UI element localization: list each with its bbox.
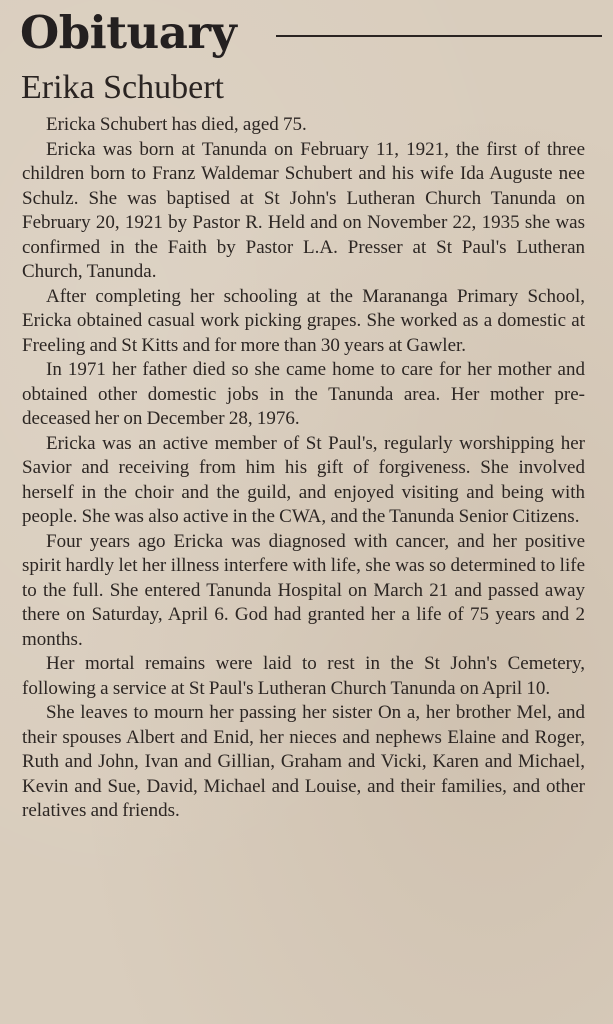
paragraph-illness: Four years ago Ericka was diagnosed with cancer, and her positive spirit hardly let her illness interfere with life, she was so determined to life to the full. She entered Tanunda Hospital on March 21 and passed away there on Saturday, April 6. God had granted her a life of 75 years and 2 months. [22, 530, 585, 650]
masthead [20, 4, 605, 64]
paragraph-death-notice: Ericka Schubert has died, aged 75. [46, 114, 307, 135]
paragraph-burial: Her mortal remains were laid to rest in the St John's Cemetery, following a service at St Paul's Lutheran Church Tanunda on April 10. [22, 653, 585, 699]
section-title: Obituary [20, 6, 237, 59]
paragraph-schooling: After completing her schooling at the Marananga Primary School, Ericka obtained casual work picking grapes. She worked as a domestic at Freeling and St Kitts and for more than 30 years at Gawler. [22, 285, 585, 356]
title-rule [276, 35, 602, 37]
obituary-name: Erika Schubert [21, 69, 224, 106]
paragraph-birth: Ericka was born at Tanunda on February 11, 1921, the first of three children born to Franz Waldemar Schubert and his wife Ida Auguste nee Schulz. She was baptised at St John's Lutheran Church Tanunda on February 20, 1921 by Pastor R. Held and on November 22, 1935 she was confirmed in the Faith by Pastor L.A. Presser at St Paul's Lutheran Church, Tanunda. [22, 138, 585, 282]
paragraph-church-life: Ericka was an active member of St Paul's, regularly worshipping her Savior and receiving from him his gift of forgiveness. She involved herself in the choir and the guild, and enjoyed visiting and being with people. She was also active in the CWA, and the Tanunda Senior Citizens. [22, 432, 585, 527]
paragraph-survivors: She leaves to mourn her passing her sister On a, her brother Mel, and their spouses Albert and Enid, her nieces and nephews Elaine and Roger, Ruth and John, Ivan and Gillian, Graham and Vicki, Karen and Michael, Kevin and Sue, David, Michael and Louise, and their families, and other relatives and friends. [22, 702, 585, 821]
obituary-body [22, 113, 585, 824]
paragraph-family-care: In 1971 her father died so she came home to care for her mother and obtained other domestic jobs in the Tanunda area. Her mother pre-deceased her on December 28, 1976. [22, 359, 585, 429]
